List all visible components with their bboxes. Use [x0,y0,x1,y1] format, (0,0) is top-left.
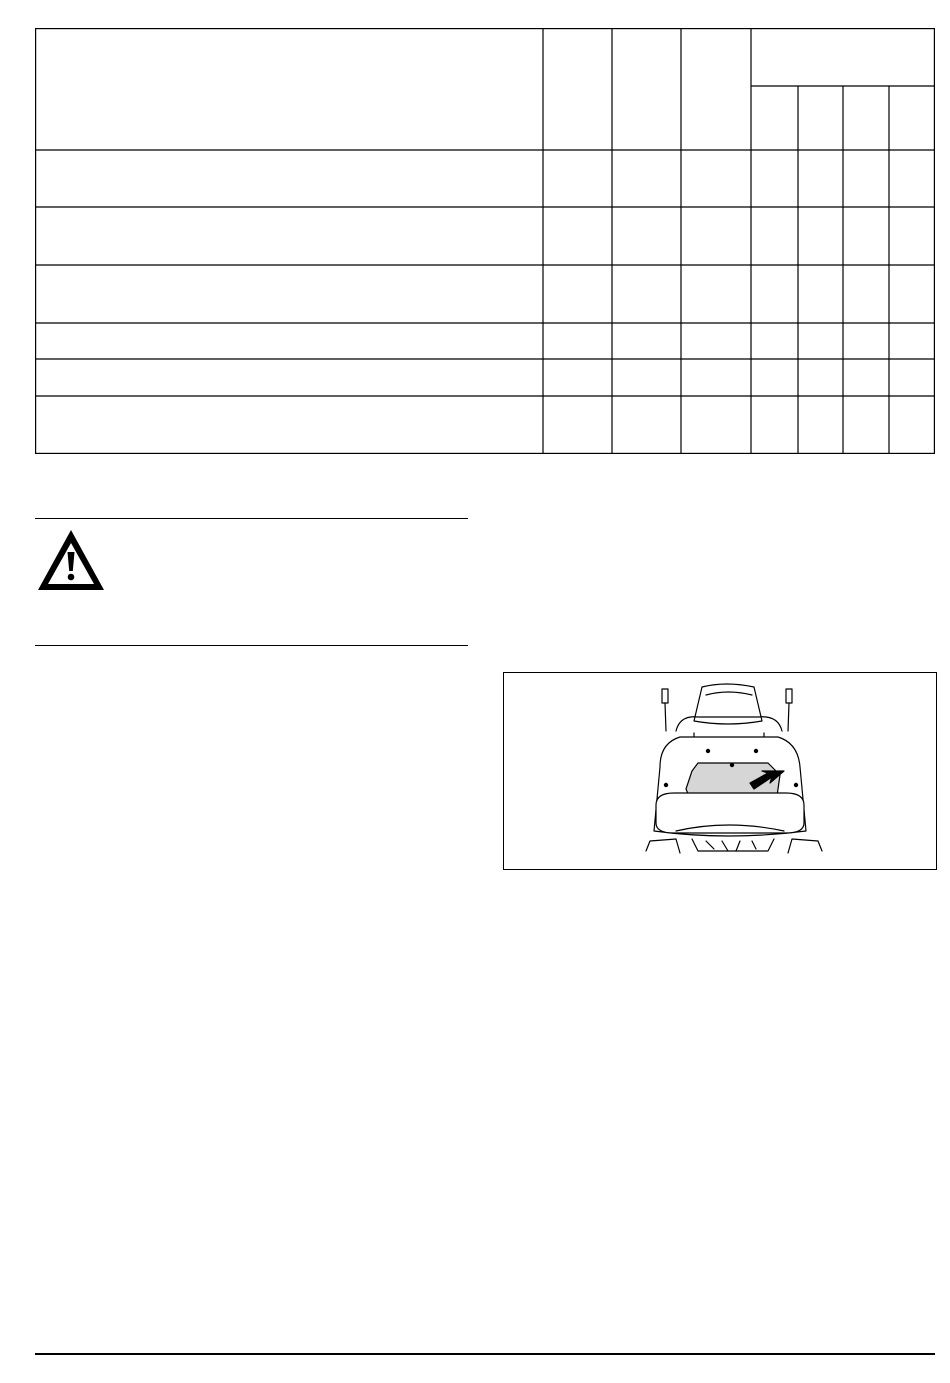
figure-panel [503,672,937,870]
warning-bottom-rule [35,645,468,646]
mower-illustration [636,681,832,859]
maintenance-schedule-table [35,28,935,454]
warning-block [35,518,468,646]
warning-triangle-icon [35,526,107,594]
footer-rule [35,1353,935,1355]
warning-top-rule [35,518,468,519]
table-grid [35,28,935,454]
